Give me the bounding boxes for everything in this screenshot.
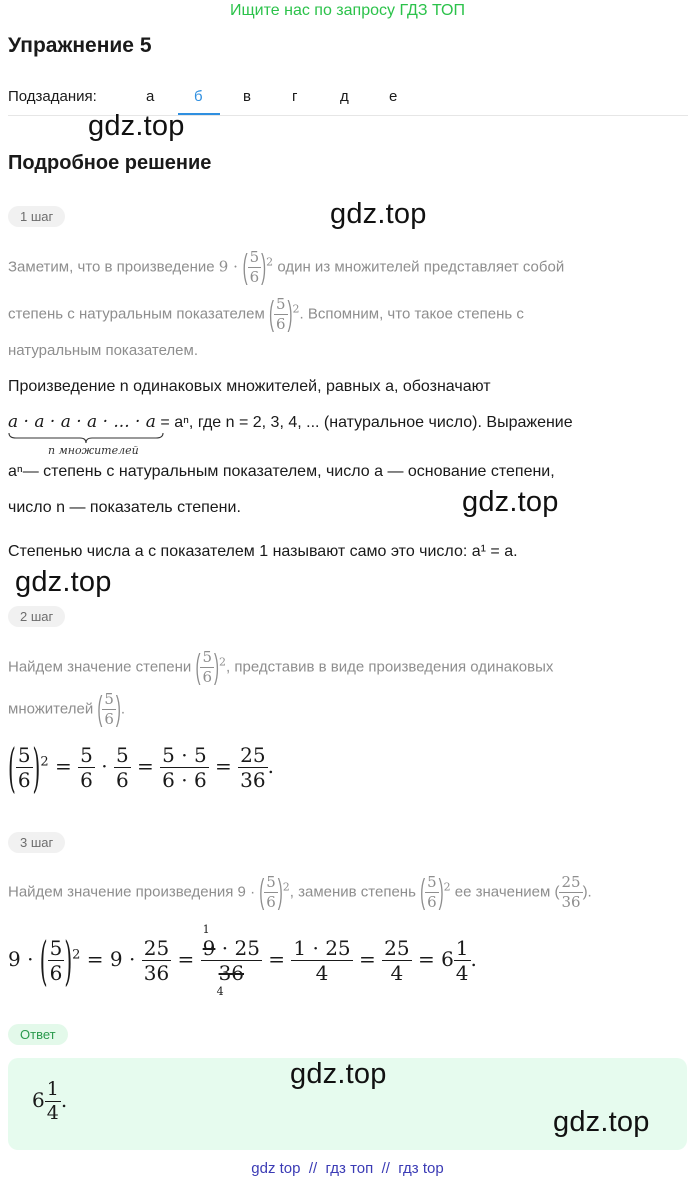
tab-d[interactable]: д — [340, 88, 349, 105]
tab-e[interactable]: е — [389, 88, 398, 105]
step2-line1: Найдем значение степени ( $\frac{5}{6}$ )$^2$, представив в виде произведения одинаковых — [8, 647, 554, 688]
step3-text-d: ). — [582, 883, 592, 901]
step1-line1-text-a: Заметим, что в произведение — [8, 258, 219, 276]
watermark: gdz.top — [553, 1106, 650, 1138]
step1-line2-text-b: . Вспомним, что такое степень с — [299, 305, 524, 323]
tab-a[interactable]: а — [146, 88, 155, 105]
footer-links[interactable]: gdz top // гдз топ // гдз top — [251, 1160, 444, 1177]
math-9: 9 · — [218, 257, 243, 276]
tab-g[interactable]: г — [292, 88, 298, 105]
fraction-5-6: $\frac{5}{6}$ — [104, 690, 114, 728]
definition-line3: aⁿ— степень с натуральным показателем, число a — основание степени, — [8, 463, 555, 480]
tab-v[interactable]: в — [243, 88, 251, 105]
fraction-5-6: $\frac{5}{6}$ — [275, 295, 286, 333]
definition-line1: Произведение n одинаковых множителей, равных a, обозначают — [8, 378, 491, 395]
step2-line2: множителей ( $\frac{5}{6}$ ). — [8, 689, 126, 730]
product-a-expression: a · a · a · a · ... · a — [8, 412, 156, 432]
definition-line4: число n — показатель степени. — [8, 499, 241, 516]
definition-line2-text: = aⁿ, где n = 2, 3, 4, ... (натуральное число). Выражение — [160, 414, 573, 431]
step-3-badge: 3 шаг — [8, 832, 65, 853]
definition-line5: Степенью числа a с показателем 1 называют само это число: a¹ = a. — [8, 543, 518, 560]
watermark: gdz.top — [462, 486, 559, 518]
step1-line2: степень с натуральным показателем ( $\frac{5}{6}$ )$^2$. Вспомним, что такое степень с — [8, 294, 524, 335]
step2-line1-text-b: , представив в виде произведения одинаковых — [226, 658, 554, 676]
underbrace — [8, 432, 164, 444]
section-title: Подробное решение — [8, 152, 212, 174]
watermark: gdz.top — [330, 198, 427, 230]
paren-open: ( — [242, 247, 248, 288]
step3-text-a: Найдем значение произведения 9 · — [8, 883, 260, 901]
definition-line2 — [8, 412, 573, 432]
fraction-5-6: $\frac{5}{6}$ — [249, 248, 260, 286]
step2-line1-text-a: Найдем значение степени — [8, 658, 196, 676]
step-1-badge: 1 шаг — [8, 206, 65, 227]
tab-b[interactable]: б — [194, 88, 203, 105]
paren-close: ) — [261, 247, 267, 288]
step1-line1: Заметим, что в произведение 9 · ( $\frac{5}{6}$ )$^2$ один из множителей представляет собой — [8, 247, 565, 288]
step3-line1: Найдем значение произведения 9 · ( $\frac{5}{6}$ )$^2$, заменив степень ( $\frac{5}{6}$ )$^2$ ее значением ( $\frac{25}{36}$ ). — [8, 872, 592, 913]
page-title: Упражнение 5 — [8, 34, 152, 57]
watermark: gdz.top — [88, 110, 185, 142]
subtasks-label: Подзадания: — [8, 88, 97, 105]
step-2-badge: 2 шаг — [8, 606, 65, 627]
watermark: gdz.top — [290, 1058, 387, 1090]
brace-label: n множителей — [48, 444, 139, 457]
step2-line2-text-a: множителей — [8, 700, 98, 718]
step1-line1-text-b: один из множителей представляет собой — [273, 258, 565, 276]
step1-line2-text-a: степень с натуральным показателем — [8, 305, 269, 323]
answer-badge: Ответ — [8, 1024, 68, 1045]
fraction-5-6: $\frac{5}{6}$ — [202, 648, 213, 686]
step3-text-c: ее значением ( — [450, 883, 560, 901]
step1-line3: натуральным показателем. — [8, 342, 199, 359]
step3-text-b: , заменив степень — [289, 883, 421, 901]
step3-equation: 9 · ( $\frac{5}{6}$ )$^2$ = 9 · $\frac{25}{36}$ = 9 · 25 36 1 4 = $\frac{1 \cdot 25}{4}$ = $\frac{25}{4}$ = 6 $\frac{1}{4}$ . — [8, 923, 477, 998]
top-banner[interactable]: Ищите нас по запросу ГДЗ ТОП — [230, 2, 465, 19]
answer-value: 6 $\frac{1}{4}$ . — [32, 1078, 68, 1124]
watermark: gdz.top — [15, 566, 112, 598]
step2-equation: ( $\frac{5}{6}$ )$^2$ = $\frac{5}{6}$ · $\frac{5}{6}$ = $\frac{5 \cdot 5}{6 \cdot 6}$ = $\frac{25}{36}$ . — [8, 736, 274, 799]
